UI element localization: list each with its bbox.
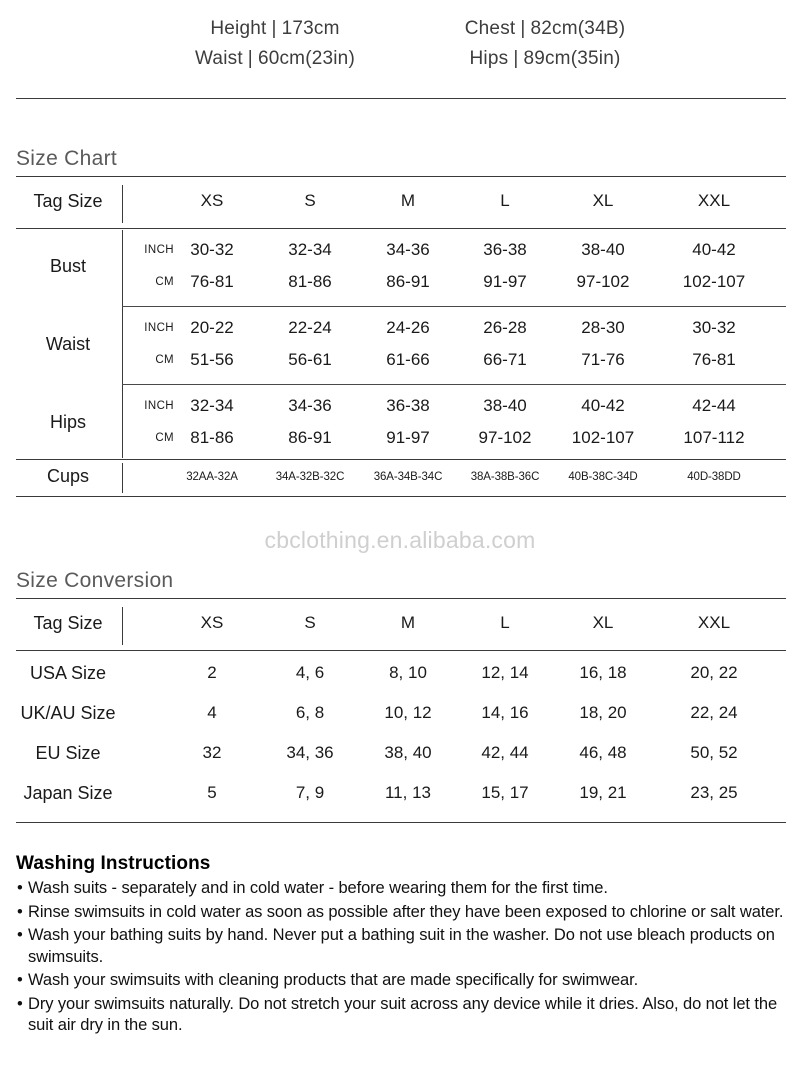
size-conversion-column-header-s: S [304,613,316,632]
size-chart-column-header-xxl: XXL [697,191,731,210]
size-conversion-cell-eu-size-m: 38, 40 [384,743,432,762]
size-conversion-column-header-xxl: XXL [697,613,731,632]
size-chart-cell-waist-inch-xl: 28-30 [581,318,625,337]
size-chart-bottom-rule [16,496,786,497]
unit-label-inch: INCH [144,322,174,334]
unit-label-inch: INCH [144,244,174,256]
unit-label-cm: CM [155,354,174,366]
bust-waist-divider-rule [122,306,786,307]
size-chart-tag-size-label: Tag Size [33,191,103,211]
size-chart-cell-hips-cm-l: 97-102 [478,428,532,447]
model-measurements [0,18,800,78]
size-chart-cups-vertical-divider [122,463,123,493]
size-chart-column-header-xl: XL [592,191,614,210]
size-chart-cell-waist-cm-l: 66-71 [483,350,527,369]
size-chart-title: Size Chart [16,147,118,170]
size-conversion-cell-eu-size-s: 34, 36 [286,743,334,762]
size-chart-cell-bust-inch-xxl: 40-42 [692,240,736,259]
size-conversion-cell-uk-au-size-xl: 18, 20 [579,703,627,722]
washing-instruction-text: Wash your swimsuits with cleaning products that are made specifically for swimwear. [28,971,639,989]
size-chart-cell-waist-inch-m: 24-26 [386,318,430,337]
size-conversion-cell-uk-au-size-xxl: 22, 24 [690,703,738,722]
size-chart-cell-hips-inch-xxl: 42-44 [692,396,736,415]
size-conversion-cell-eu-size-xl: 46, 48 [579,743,627,762]
size-chart-body-vertical-divider [122,230,123,458]
size-chart-row-label-hips: Hips [49,412,86,432]
size-chart-cell-hips-cm-xxl: 107-112 [683,428,745,447]
model-height [130,18,420,40]
bullet-icon: • [17,879,23,897]
model-hips-value: 89cm(35in) [523,48,621,69]
size-chart-cell-hips-inch-xl: 40-42 [581,396,625,415]
size-conversion-bottom-rule [16,822,786,823]
size-chart-cell-bust-cm-s: 81-86 [288,272,332,291]
model-chest [420,18,670,40]
size-chart-cell-waist-cm-s: 56-61 [288,350,332,369]
size-conversion-cell-usa-size-s: 4, 6 [295,663,325,682]
size-chart-cell-bust-inch-m: 34-36 [386,240,430,259]
size-conversion-cell-eu-size-xs: 32 [202,743,222,762]
size-chart-row-label-bust: Bust [49,256,87,276]
washing-instruction-item [16,878,791,900]
size-chart-cell-bust-cm-xs: 76-81 [190,272,234,291]
bullet-icon: • [17,902,23,921]
size-chart-cell-bust-cm-xxl: 102-107 [682,272,746,291]
size-conversion-cell-usa-size-xs: 2 [207,663,217,682]
size-conversion-cell-eu-size-l: 42, 44 [481,743,529,762]
size-conversion-column-header-m: M [400,613,416,632]
size-conversion-cell-usa-size-xl: 16, 18 [579,663,627,682]
size-conversion-header-rule [16,650,786,651]
size-chart-cell-cups-m: 36A-34B-34C [373,471,443,483]
size-chart-cell-hips-inch-m: 36-38 [386,396,430,415]
model-chest-separator: | [520,18,526,39]
washing-instruction-item [16,902,791,924]
size-chart-cell-bust-inch-l: 36-38 [483,240,527,259]
size-chart-cell-waist-inch-l: 26-28 [483,318,527,337]
waist-hips-divider-rule [122,384,786,385]
size-chart-row-label-waist: Waist [45,334,91,354]
size-chart-cell-cups-xxl: 40D-38DD [687,471,741,483]
bullet-icon: • [17,994,23,1013]
size-conversion-cell-uk-au-size-m: 10, 12 [384,703,432,722]
size-conversion-cell-japan-size-s: 7, 9 [295,783,325,802]
size-chart-cell-waist-inch-s: 22-24 [288,318,332,337]
size-chart-cell-hips-cm-s: 86-91 [288,428,332,447]
size-chart-column-header-l: L [500,191,510,210]
size-chart-column-header-xs: XS [200,191,224,210]
model-waist-label: Waist [195,48,243,69]
model-hips-label: Hips [469,48,509,69]
size-conversion-row-label-uk-au-size: UK/AU Size [20,703,116,723]
model-hips-separator: | [513,48,519,69]
model-measurements-row [0,48,800,78]
size-conversion-header-vertical-divider [122,607,123,645]
size-conversion-cell-uk-au-size-xs: 4 [207,703,217,722]
size-chart-cell-bust-inch-xs: 30-32 [190,240,234,259]
size-conversion-cell-japan-size-xxl: 23, 25 [690,783,738,802]
size-conversion-cell-uk-au-size-l: 14, 16 [481,703,529,722]
size-chart-header-rule [16,228,786,229]
size-chart-cell-cups-xs: 32AA-32A [186,471,238,483]
size-conversion-column-header-xl: XL [592,613,614,632]
size-conversion-row-label-usa-size: USA Size [29,663,107,683]
size-chart-cell-hips-inch-xs: 32-34 [190,396,234,415]
size-conversion-cell-usa-size-xxl: 20, 22 [690,663,738,682]
size-conversion-tag-size-label: Tag Size [33,613,103,633]
size-conversion-cell-uk-au-size-s: 6, 8 [295,703,325,722]
model-chest-label: Chest [464,18,516,39]
size-chart-cell-cups-s: 34A-32B-32C [275,471,345,483]
unit-label-cm: CM [155,276,174,288]
size-chart-cell-waist-cm-xxl: 76-81 [692,350,736,369]
size-chart-column-header-m: M [400,191,416,210]
size-chart-header-vertical-divider [122,185,123,223]
size-chart-cell-hips-inch-l: 38-40 [483,396,527,415]
model-waist-value: 60cm(23in) [257,48,355,69]
size-chart-cell-waist-cm-xl: 71-76 [581,350,625,369]
washing-instruction-text: Rinse swimsuits in cold water as soon as possible after they have been exposed to chlorine or salt water. [28,902,784,921]
model-hips [420,48,670,70]
size-conversion-cell-usa-size-l: 12, 14 [481,663,529,682]
size-chart-cell-waist-cm-m: 61-66 [386,350,430,369]
model-height-value: 173cm [281,18,340,39]
bullet-icon: • [17,926,23,944]
header-divider-rule [16,98,786,99]
watermark: cbclothing.en.alibaba.com [264,527,536,553]
size-chart-cell-bust-inch-s: 32-34 [288,240,332,259]
model-height-separator: | [271,18,277,39]
size-chart-cell-hips-inch-s: 34-36 [288,396,332,415]
size-chart-cell-waist-cm-xs: 51-56 [190,350,234,369]
washing-instruction-item [16,994,791,1037]
washing-instructions-title: Washing Instructions [16,853,211,874]
size-conversion-row-label-eu-size: EU Size [35,743,101,763]
size-chart-top-rule [16,176,786,177]
washing-instruction-item [16,970,791,992]
washing-instruction-text: Dry your swimsuits naturally. Do not stretch your suit across any device while it dries. Also, do not let the suit air dry in the sun. [28,994,778,1034]
size-chart-cell-waist-inch-xxl: 30-32 [692,318,736,337]
size-conversion-top-rule [16,598,786,599]
size-chart-cell-cups-xl: 40B-38C-34D [568,471,638,483]
washing-instruction-text: Wash your bathing suits by hand. Never put a bathing suit in the washer. Do not use bleach products on swimsuits. [28,926,775,966]
unit-label-inch: INCH [144,400,174,412]
size-conversion-cell-usa-size-m: 8, 10 [389,663,427,682]
washing-instruction-item [16,925,791,968]
size-conversion-cell-japan-size-xs: 5 [207,783,217,802]
size-chart-row-label-cups: Cups [46,466,90,486]
size-conversion-cell-japan-size-m: 11, 13 [384,783,431,802]
bullet-icon: • [17,971,23,989]
size-chart-cell-cups-l: 38A-38B-36C [470,471,540,483]
size-chart-cell-hips-cm-xl: 102-107 [571,428,635,447]
size-chart-cell-hips-cm-m: 91-97 [386,428,430,447]
size-chart-cell-bust-cm-xl: 97-102 [576,272,630,291]
size-chart-cell-waist-inch-xs: 20-22 [190,318,234,337]
size-chart-cell-bust-inch-xl: 38-40 [581,240,625,259]
size-conversion-title: Size Conversion [16,569,174,592]
washing-instruction-text: Wash suits - separately and in cold water - before wearing them for the first time. [28,879,608,897]
size-conversion-column-header-xs: XS [200,613,224,632]
size-conversion-cell-japan-size-xl: 19, 21 [579,783,627,802]
unit-label-cm: CM [155,432,174,444]
model-waist [130,48,420,70]
size-conversion-cell-japan-size-l: 15, 17 [481,783,529,802]
size-chart-cell-hips-cm-xs: 81-86 [190,428,234,447]
model-height-label: Height [210,18,267,39]
size-conversion-cell-eu-size-xxl: 50, 52 [690,743,738,762]
size-conversion-row-label-japan-size: Japan Size [23,783,113,803]
size-chart-cell-bust-cm-l: 91-97 [483,272,527,291]
model-chest-value: 82cm(34B) [530,18,626,39]
hips-cups-divider-rule [16,459,786,460]
size-chart-column-header-s: S [304,191,316,210]
model-measurements-row [0,18,800,48]
model-waist-separator: | [247,48,253,69]
size-conversion-column-header-l: L [500,613,510,632]
washing-instructions-list [16,878,791,1039]
size-chart-cell-bust-cm-m: 86-91 [386,272,430,291]
